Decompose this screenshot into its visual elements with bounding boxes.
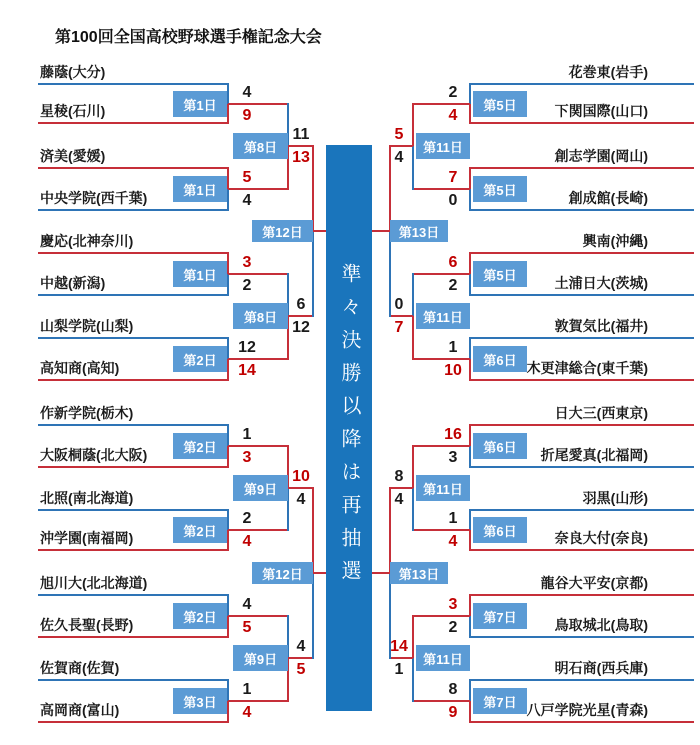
match-score-bottom: 5 bbox=[242, 619, 252, 636]
tournament-title: 第100回全国高校野球選手権記念大会 bbox=[55, 29, 322, 46]
match-score-top: 5 bbox=[242, 169, 252, 186]
team-label: 創成館(長崎) bbox=[568, 190, 648, 206]
match-day-badge: 第2日 bbox=[173, 433, 227, 459]
match-score-bottom: 9 bbox=[242, 107, 252, 124]
match-day-badge: 第2日 bbox=[173, 346, 227, 372]
match-day-badge: 第2日 bbox=[173, 517, 227, 543]
match-day-badge: 第1日 bbox=[173, 176, 227, 202]
team-label: 龍谷大平安(京都) bbox=[540, 575, 648, 591]
match-day-badge: 第5日 bbox=[473, 91, 527, 117]
match-day-badge: 第6日 bbox=[473, 517, 527, 543]
match-score-bottom: 2 bbox=[242, 277, 252, 294]
match-score-bottom: 1 bbox=[394, 661, 404, 678]
match-score-top: 6 bbox=[448, 254, 458, 271]
team-label: 八戸学院光星(青森) bbox=[526, 702, 648, 718]
match-score-bottom: 5 bbox=[296, 661, 306, 678]
team-label: 中越(新潟) bbox=[40, 275, 106, 291]
team-label: 藤蔭(大分) bbox=[40, 64, 106, 80]
match-score-bottom: 12 bbox=[292, 319, 310, 336]
match-day-badge: 第1日 bbox=[173, 261, 227, 287]
team-label: 花巻東(岩手) bbox=[568, 64, 648, 80]
match-day-badge: 第7日 bbox=[473, 688, 527, 714]
match-score-top: 1 bbox=[242, 681, 252, 698]
match-score-bottom: 13 bbox=[292, 149, 310, 166]
match-day-badge: 第9日 bbox=[233, 645, 288, 671]
team-label: 羽黒(山形) bbox=[582, 490, 648, 506]
match-day-badge: 第13日 bbox=[390, 562, 448, 584]
match-score-bottom: 4 bbox=[242, 192, 252, 209]
match-score-top: 1 bbox=[242, 426, 252, 443]
team-label: 日大三(西東京) bbox=[554, 405, 648, 421]
match-score-top: 1 bbox=[448, 510, 458, 527]
match-score-bottom: 4 bbox=[394, 491, 404, 508]
match-score-top: 12 bbox=[238, 339, 256, 356]
match-score-bottom: 7 bbox=[394, 319, 404, 336]
match-score-bottom: 10 bbox=[444, 362, 462, 379]
match-score-top: 3 bbox=[448, 596, 458, 613]
team-label: 沖学園(南福岡) bbox=[40, 530, 134, 546]
match-day-badge: 第11日 bbox=[416, 475, 470, 501]
match-score-bottom: 4 bbox=[296, 491, 306, 508]
team-label: 済美(愛媛) bbox=[40, 148, 106, 164]
match-score-bottom: 9 bbox=[448, 704, 458, 721]
match-day-badge: 第3日 bbox=[173, 688, 227, 714]
team-label: 土浦日大(茨城) bbox=[554, 275, 648, 291]
team-label: 明石商(西兵庫) bbox=[554, 660, 648, 676]
team-label: 高岡商(富山) bbox=[40, 702, 120, 718]
match-day-badge: 第12日 bbox=[252, 562, 313, 584]
redraw-notice-text: 準々決勝以降は再抽選 bbox=[338, 263, 360, 593]
match-day-badge: 第8日 bbox=[233, 133, 288, 159]
match-day-badge: 第8日 bbox=[233, 303, 288, 329]
team-label: 下関国際(山口) bbox=[554, 103, 648, 119]
match-score-top: 11 bbox=[292, 126, 310, 143]
match-day-badge: 第6日 bbox=[473, 346, 527, 372]
match-score-bottom: 2 bbox=[448, 277, 458, 294]
match-score-bottom: 4 bbox=[242, 704, 252, 721]
match-day-badge: 第7日 bbox=[473, 603, 527, 629]
match-day-badge: 第13日 bbox=[390, 220, 448, 242]
match-score-top: 6 bbox=[296, 296, 306, 313]
match-score-top: 5 bbox=[394, 126, 404, 143]
match-score-top: 10 bbox=[292, 468, 310, 485]
redraw-notice-banner bbox=[326, 145, 372, 711]
match-score-bottom: 3 bbox=[448, 449, 458, 466]
team-label: 折尾愛真(北福岡) bbox=[540, 447, 648, 463]
team-label: 北照(南北海道) bbox=[40, 490, 134, 506]
team-label: 慶応(北神奈川) bbox=[40, 233, 134, 249]
team-label: 星稜(石川) bbox=[40, 103, 106, 119]
match-day-badge: 第9日 bbox=[233, 475, 288, 501]
match-score-top: 4 bbox=[242, 596, 252, 613]
team-label: 大阪桐蔭(北大阪) bbox=[40, 447, 148, 463]
match-day-badge: 第11日 bbox=[416, 303, 470, 329]
match-score-top: 2 bbox=[448, 84, 458, 101]
match-score-top: 14 bbox=[390, 638, 408, 655]
team-label: 興南(沖縄) bbox=[582, 233, 648, 249]
match-score-top: 4 bbox=[242, 84, 252, 101]
match-day-badge: 第11日 bbox=[416, 133, 470, 159]
match-score-bottom: 0 bbox=[448, 192, 458, 209]
team-label: 奈良大付(奈良) bbox=[554, 530, 648, 546]
match-score-bottom: 2 bbox=[448, 619, 458, 636]
match-score-bottom: 4 bbox=[242, 533, 252, 550]
match-score-top: 2 bbox=[242, 510, 252, 527]
match-score-top: 8 bbox=[394, 468, 404, 485]
team-label: 木更津総合(東千葉) bbox=[526, 360, 648, 376]
match-day-badge: 第6日 bbox=[473, 433, 527, 459]
team-label: 佐久長聖(長野) bbox=[40, 617, 134, 633]
match-score-bottom: 4 bbox=[448, 107, 458, 124]
match-day-badge: 第11日 bbox=[416, 645, 470, 671]
match-score-top: 16 bbox=[444, 426, 462, 443]
team-label: 高知商(高知) bbox=[40, 360, 120, 376]
match-score-bottom: 4 bbox=[448, 533, 458, 550]
match-score-top: 0 bbox=[394, 296, 404, 313]
team-label: 山梨学院(山梨) bbox=[40, 318, 134, 334]
team-label: 鳥取城北(鳥取) bbox=[554, 617, 648, 633]
team-label: 敦賀気比(福井) bbox=[554, 318, 648, 334]
match-day-badge: 第5日 bbox=[473, 176, 527, 202]
match-score-top: 8 bbox=[448, 681, 458, 698]
match-day-badge: 第5日 bbox=[473, 261, 527, 287]
match-score-bottom: 14 bbox=[238, 362, 256, 379]
match-score-bottom: 3 bbox=[242, 449, 252, 466]
team-label: 佐賀商(佐賀) bbox=[40, 660, 120, 676]
match-day-badge: 第1日 bbox=[173, 91, 227, 117]
match-score-top: 4 bbox=[296, 638, 306, 655]
team-label: 中央学院(西千葉) bbox=[40, 190, 148, 206]
match-score-top: 1 bbox=[448, 339, 458, 356]
match-score-bottom: 4 bbox=[394, 149, 404, 166]
team-label: 作新学院(栃木) bbox=[40, 405, 134, 421]
match-score-top: 7 bbox=[448, 169, 458, 186]
match-score-top: 3 bbox=[242, 254, 252, 271]
team-label: 創志学園(岡山) bbox=[554, 148, 648, 164]
match-day-badge: 第12日 bbox=[252, 220, 313, 242]
match-day-badge: 第2日 bbox=[173, 603, 227, 629]
team-label: 旭川大(北北海道) bbox=[40, 575, 148, 591]
